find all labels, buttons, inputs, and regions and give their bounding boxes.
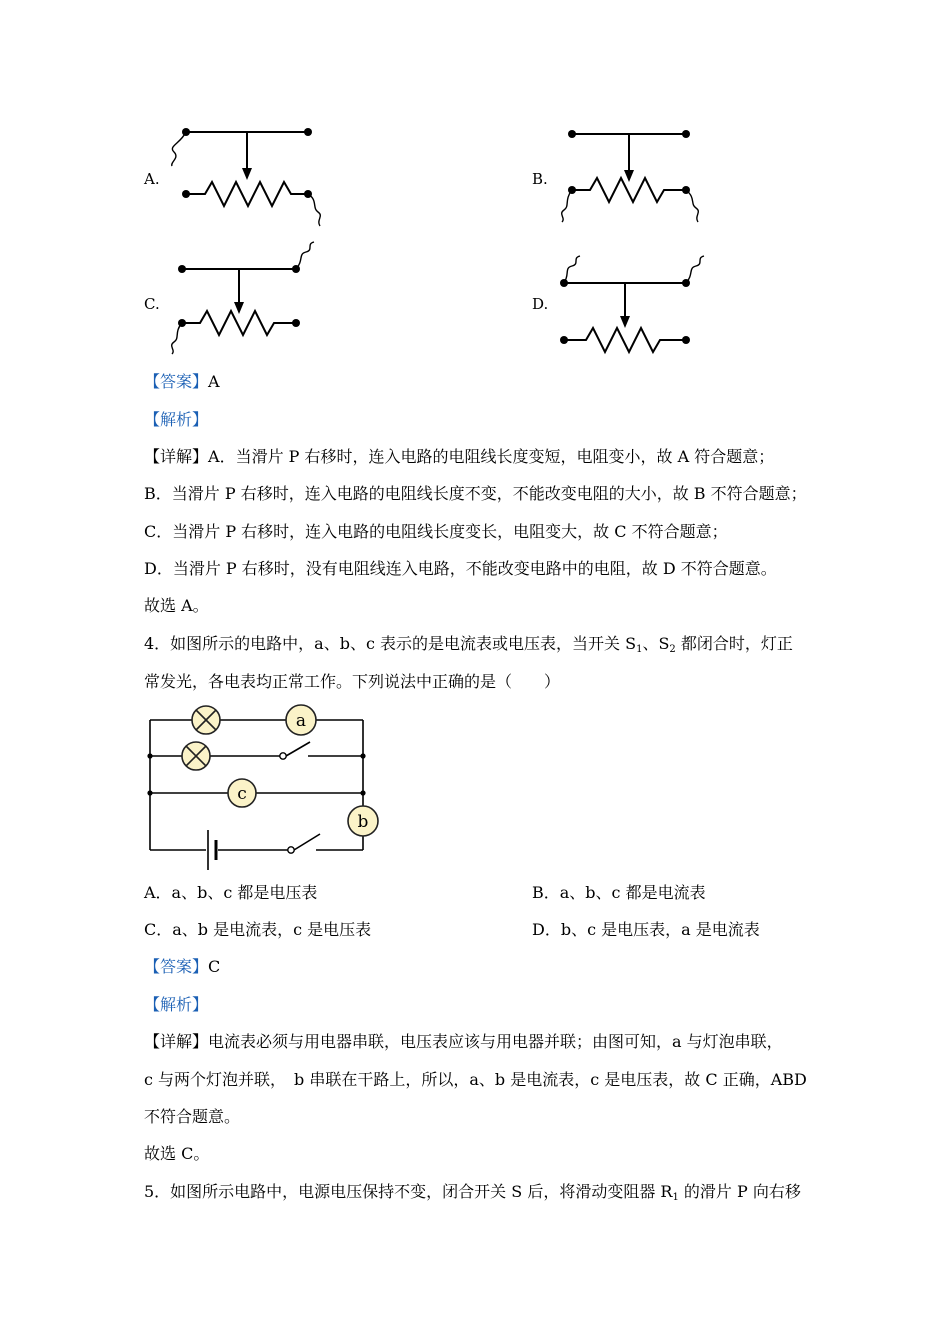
q3-answer: A xyxy=(208,372,220,391)
q3-answer-line xyxy=(144,371,220,393)
q4-answer: C xyxy=(208,957,221,976)
answer-tag: 【答案】 xyxy=(144,372,209,391)
detail-tag: 【详解】 xyxy=(144,447,209,466)
diagram-c xyxy=(160,240,340,360)
q4-option-b: B．a、b、c 都是电流表 xyxy=(532,883,706,902)
meter-c-label: c xyxy=(237,784,247,804)
q4-option-c: C．a、b 是电流表，c 是电压表 xyxy=(144,920,372,939)
q3-conclusion: 故选 A。 xyxy=(144,596,209,615)
answer-tag: 【答案】 xyxy=(144,957,209,976)
q4-option-d: D．b、c 是电压表，a 是电流表 xyxy=(532,920,760,939)
lamp-icon xyxy=(192,706,220,734)
meter-a-label: a xyxy=(295,711,307,731)
q4-stem-line2: 常发光，各电表均正常工作。下列说法中正确的是（ ） xyxy=(144,672,561,691)
q4-circuit-diagram xyxy=(140,700,380,870)
q3-detail-b: B．当滑片 P 右移时，连入电路的电阻线长度不变，不能改变电阻的大小，故 B 不符合题意； xyxy=(144,484,807,503)
q4-analysis-tag: 【解析】 xyxy=(144,995,209,1014)
q4-stem-line1: 4．如图所示的电路中，a、b、c 表示的是电流表或电压表，当开关 $S_1$、$S_2$ 都闭合时，灯正 xyxy=(144,634,793,655)
option-b-label: B. xyxy=(532,170,548,188)
q4-answer-line xyxy=(144,956,220,978)
q3-detail-d: D．当滑片 P 右移时，没有电阻线连入电路，不能改变电路中的电阻，故 D 不符合题意。 xyxy=(144,559,777,578)
q4-option-a: A．a、b、c 都是电压表 xyxy=(144,883,318,902)
lamp-icon xyxy=(182,742,210,770)
q4-detail-line1: 【详解】电流表必须与用电器串联，电压表应该与用电器并联；由图可知，a 与灯泡串联， xyxy=(144,1032,783,1051)
diagram-d xyxy=(550,248,730,358)
detail-tag: 【详解】 xyxy=(144,1032,209,1051)
q4-detail-line2: c 与两个灯泡并联， b 串联在干路上，所以，a、b 是电流表，c 是电压表，故 C 正确，ABD xyxy=(144,1070,807,1089)
diagram-a xyxy=(160,120,340,235)
q4-detail-line3: 不符合题意。 xyxy=(144,1107,241,1126)
q3-detail-c: C．当滑片 P 右移时，连入电路的电阻线长度变长，电阻变大，故 C 不符合题意； xyxy=(144,522,728,541)
option-d-label: D. xyxy=(532,295,549,313)
q5-stem-line1: 5．如图所示电路中，电源电压保持不变，闭合开关 S 后，将滑动变阻器 $R_1$ 的滑片 P 向右移 xyxy=(144,1182,801,1203)
q3-detail-a: 【详解】A．当滑片 P 右移时，连入电路的电阻线长度变短，电阻变小，故 A 符合题意； xyxy=(144,447,775,466)
q3-analysis-tag: 【解析】 xyxy=(144,410,209,429)
diagram-b xyxy=(550,120,730,235)
option-a-label: A. xyxy=(144,170,160,188)
meter-b-label: b xyxy=(357,812,369,832)
q4-conclusion: 故选 C。 xyxy=(144,1144,210,1163)
option-c-label: C. xyxy=(144,295,160,313)
